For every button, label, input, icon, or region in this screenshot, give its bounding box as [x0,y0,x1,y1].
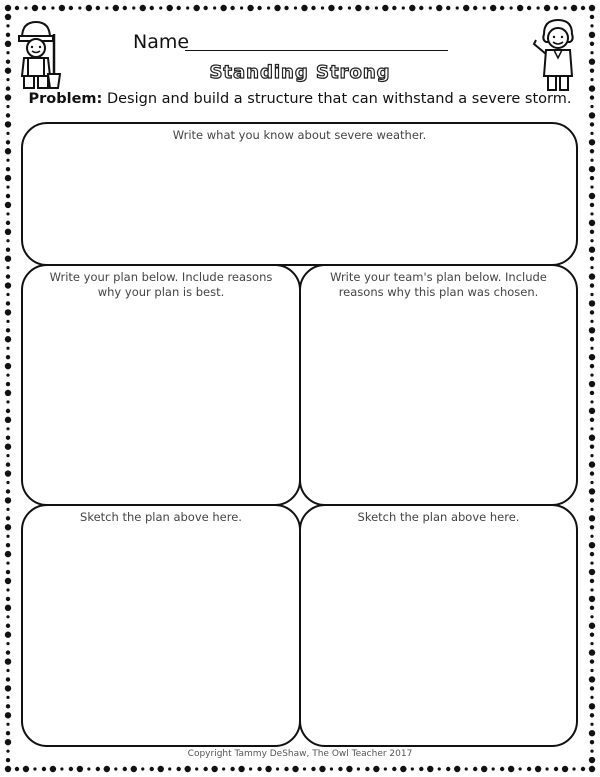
your-plan-box[interactable] [21,264,301,506]
sketch-team-plan-box[interactable] [299,504,578,747]
sketch-your-plan-box[interactable] [21,504,301,747]
name-write-line[interactable] [185,50,448,51]
problem-statement [0,91,600,107]
worksheet-title: Standing Strong [209,62,391,83]
problem-text: Design and build a structure that can withstand a severe storm. [106,91,572,107]
weather-knowledge-box[interactable] [21,122,578,266]
name-row [133,31,453,57]
sketch-your-plan-prompt: Sketch the plan above here. [80,510,242,524]
copyright-footer: Copyright Tammy DeShaw, The Owl Teacher 2017 [187,749,413,759]
team-plan-prompt: Write your team's plan below. Include reasons why this plan was chosen. [330,270,547,299]
problem-label: Problem: [28,91,103,107]
sketch-team-plan-prompt: Sketch the plan above here. [357,510,520,524]
team-plan-box[interactable] [299,264,578,506]
weather-knowledge-prompt: Write what you know about severe weather. [172,128,427,142]
name-label: Name [133,31,190,53]
your-plan-prompt: Write your plan below. Include reasons why your plan is best. [49,270,273,299]
